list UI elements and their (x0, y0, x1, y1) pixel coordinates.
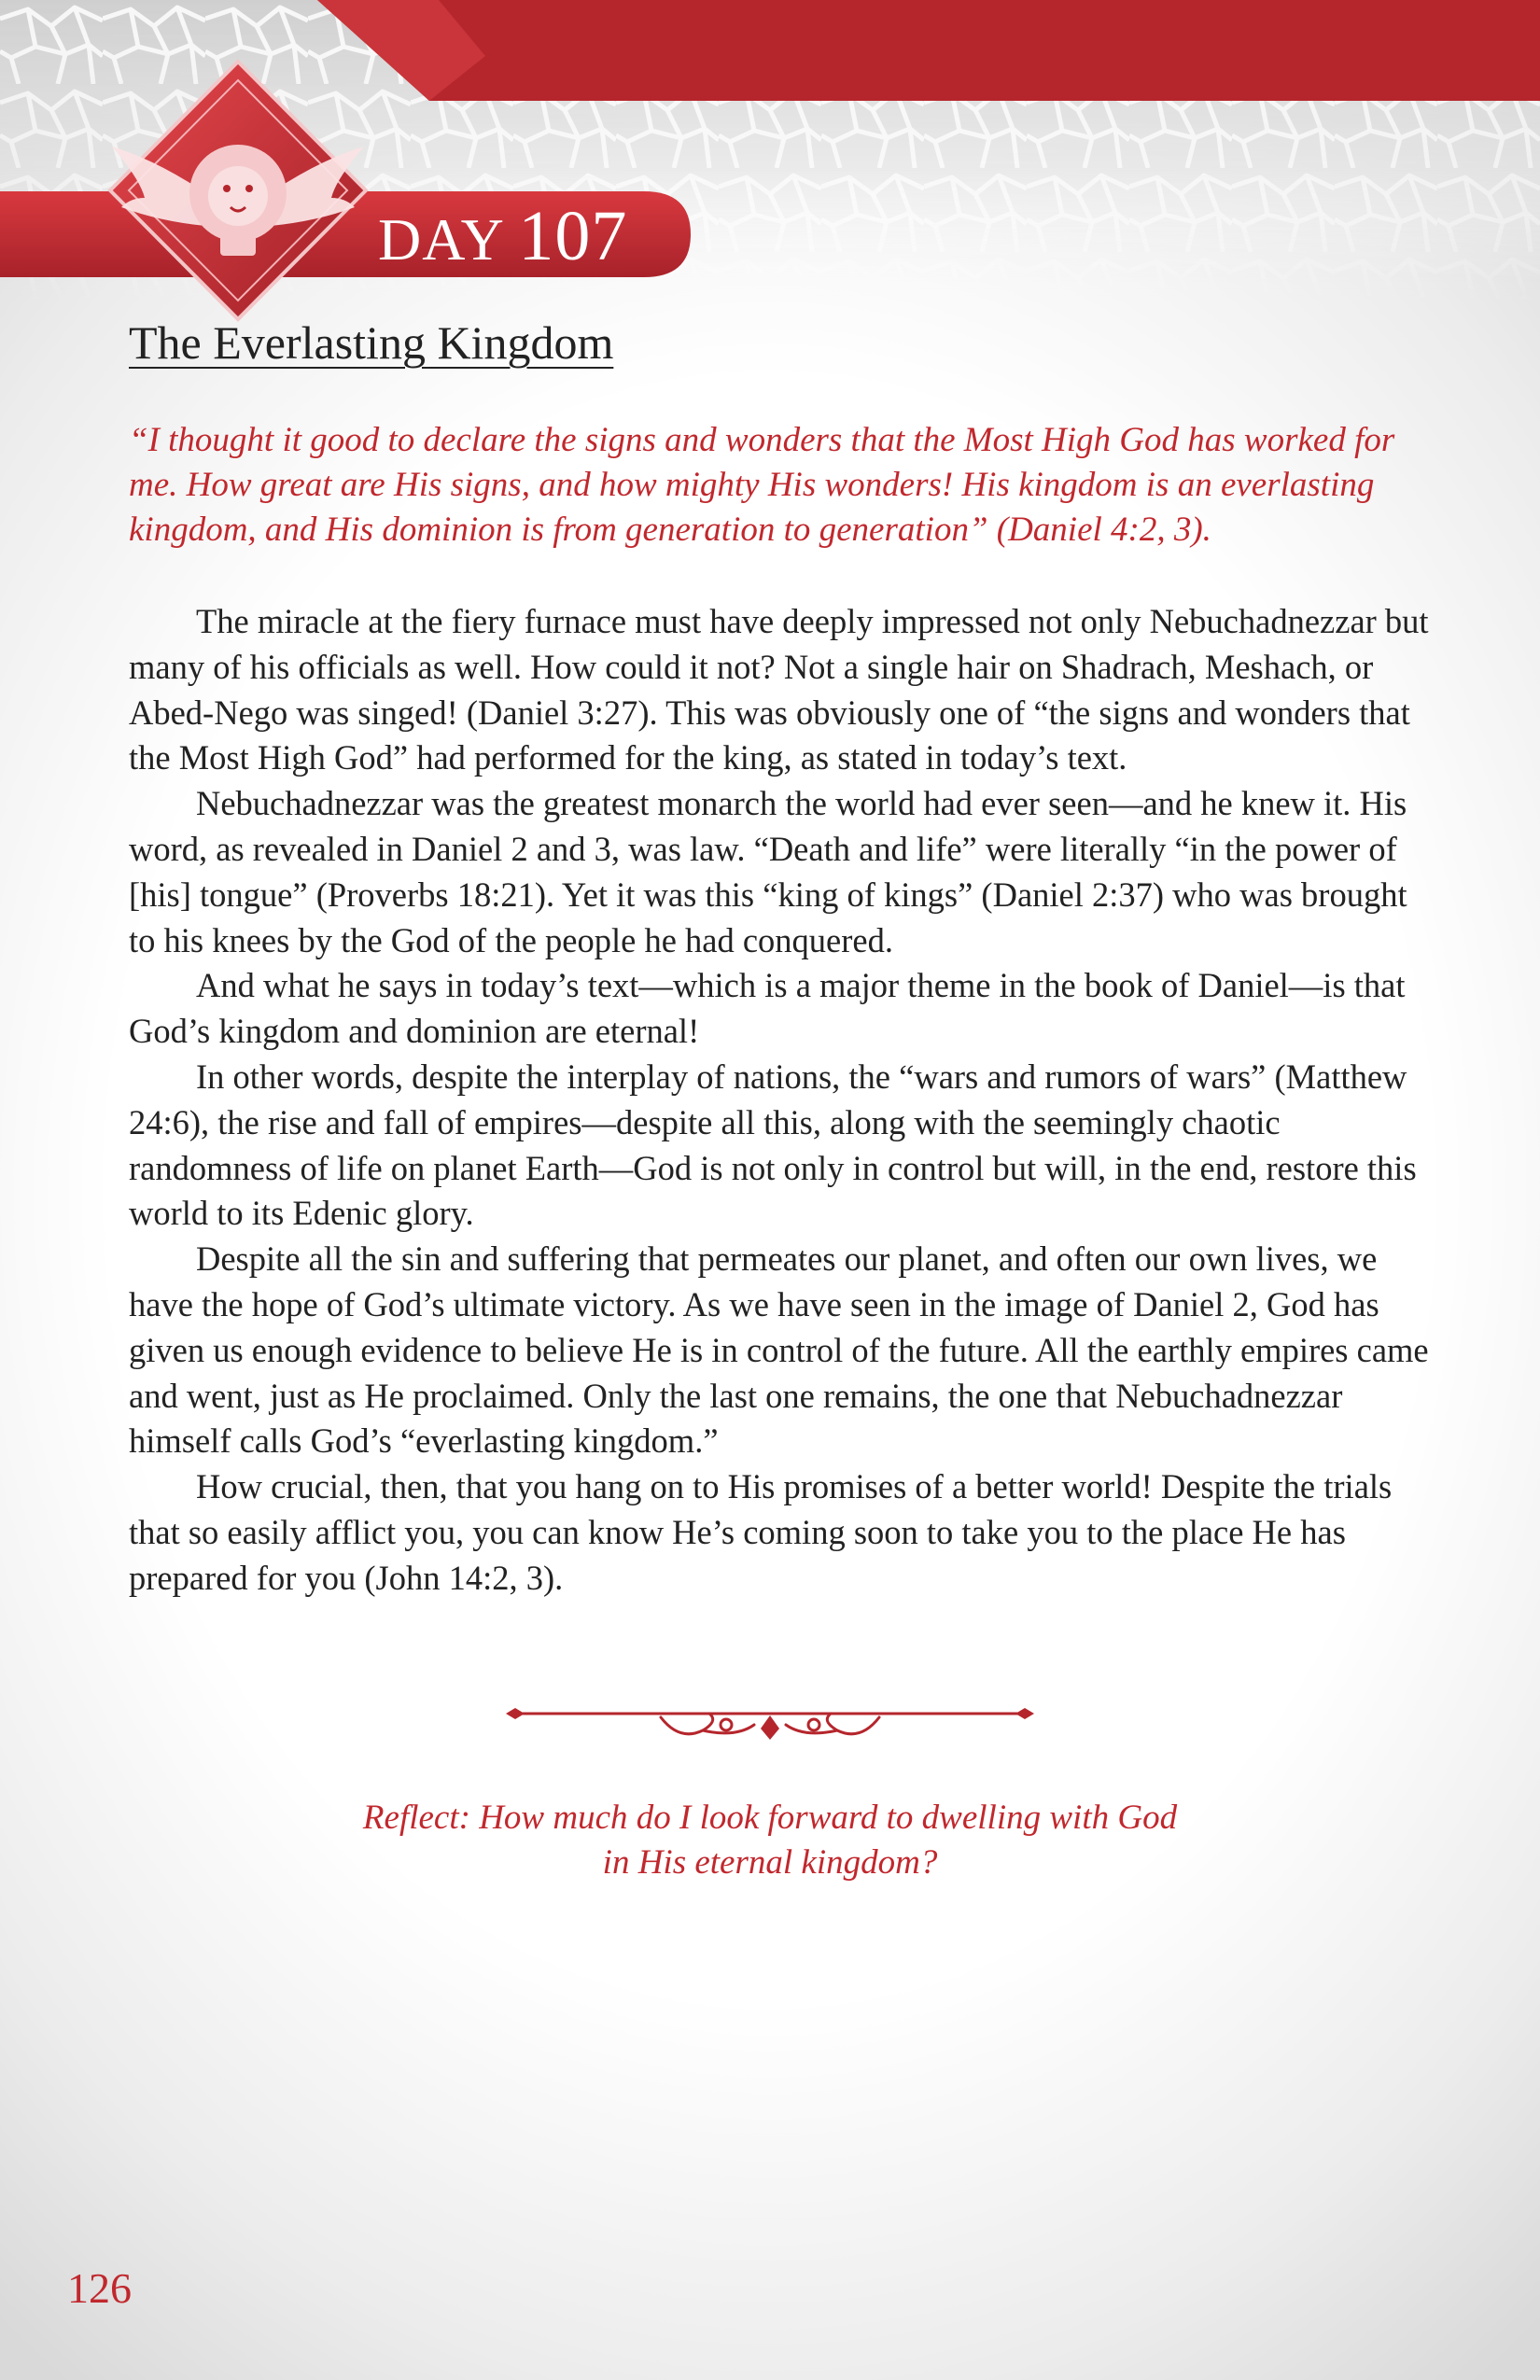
reflect-question: Reflect: How much do I look forward to dwelling with God in His eternal kingdom? (362, 1799, 1178, 1882)
scripture-verse: “I thought it good to declare the signs and wonders that the Most High God has worked for me. How great are His signs, and how mighty His wonders! His kingdom is an everlasting kingdom, and His dominion is from generation to generation” (Daniel 4:2, 3). (129, 421, 1395, 549)
body-paragraph: And what he says in today’s text—which is a major theme in the book of Daniel—is that God’s kingdom and dominion are eternal! (129, 966, 1406, 1051)
day-label (378, 196, 628, 275)
page-title: The Everlasting Kingdom (129, 316, 614, 369)
day-word: DAY (378, 206, 503, 273)
body-paragraph: In other words, despite the interplay of nations, the “wars and rumors of wars” (Matthew 24:6), the rise and fall of empires—despite all this, along with the seemingly chaotic randomness of life on planet Earth—God is not only in control but will, in the end, restore this world to its Edenic glory. (129, 1057, 1417, 1233)
winged-lion-icon (103, 58, 373, 324)
body-paragraph: How crucial, then, that you hang on to His promises of a better world! Despite the trials that so easily afflict you, you can know He’s coming soon to take you to the place He has prepared for you (John 14:2, 3). (129, 1467, 1393, 1597)
body-paragraph: Despite all the sin and suffering that permeates our planet, and often our own lives, we have the hope of God’s ultimate victory. As we have seen in the image of Daniel 2, God has given us enough evidence to believe He is in control of the future. All the earthly empires came and went, just as He proclaimed. Only the last one remains, the one that Nebuchadnezzar himself calls God’s “everlasting kingdom.” (129, 1239, 1429, 1461)
page-number: 126 (67, 2264, 132, 2312)
body-paragraph: Nebuchadnezzar was the greatest monarch the world had ever seen—and he knew it. His word, as revealed in Daniel 2 and 3, was law. “Death and life” were literally “in the power of [his] tongue” (Proverbs 18:21). Yet it was this “king of kings” (Daniel 2:37) who was brought to his knees by the God of the people he had conquered. (129, 784, 1407, 959)
devotional-body (129, 599, 1435, 1602)
day-number: 107 (518, 197, 628, 275)
flourish-divider-icon (502, 1697, 1038, 1747)
body-paragraph: The miracle at the fiery furnace must have deeply impressed not only Nebuchadnezzar but many of his officials as well. How could it not? Not a single hair on Shadrach, Meshach, or Abed-Nego was singed! (Daniel 3:27). This was obviously one of “the signs and wonders that the Most High God” had performed for the king, as stated in today’s text. (129, 602, 1429, 777)
